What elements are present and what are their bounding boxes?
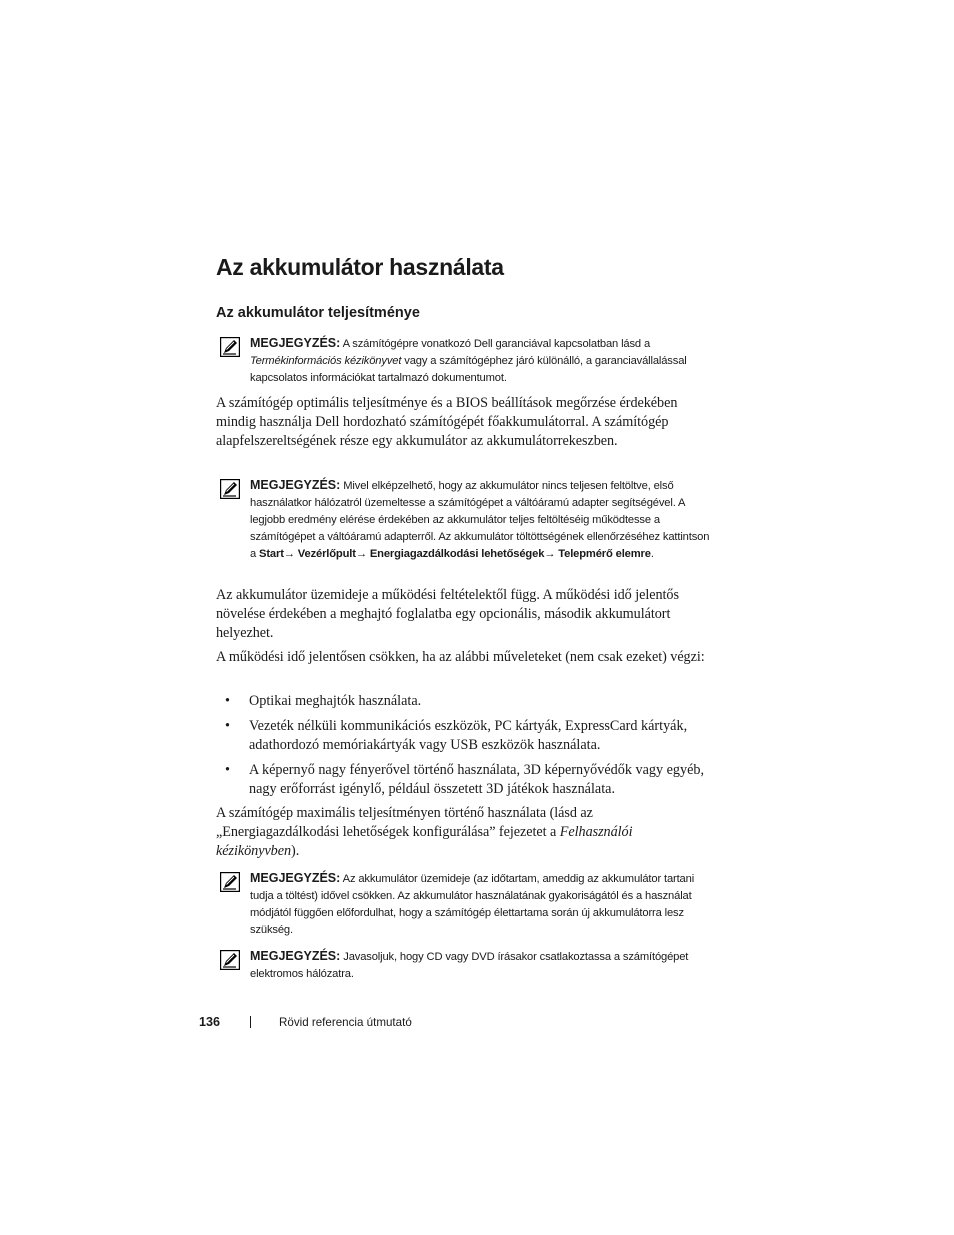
note-text: MEGJEGYZÉS: Az akkumulátor üzemideje (az időtartam, ameddig az akkumulátor tartani tudja a töltést) idővel csökken. Az akkumulátor használatának gyakoriságától és a használat módjától függően előfordulhat, hogy a számítógép élettartama során új akkumulátorra lesz szükség. xyxy=(250,871,695,937)
note-text: MEGJEGYZÉS: A számítógépre vonatkozó Dell garanciával kapcsolatban lásd a Termékinformációs kézikönyvet vagy a számítógéphez járó különálló, a garanciavállalással kapcsolatos információkat tartalmazó dokumentumot. xyxy=(250,336,687,385)
footer-divider xyxy=(250,1016,251,1028)
menu-path-power-options: Energiagazdálkodási lehetőségek xyxy=(369,548,545,561)
page-number: 136 xyxy=(199,1015,221,1029)
menu-path-control-panel: Vezérlőpult xyxy=(297,548,356,561)
document-title: Rövid referencia útmutató xyxy=(279,1016,412,1029)
note-pencil-icon xyxy=(220,950,240,970)
page-title: Az akkumulátor használata xyxy=(216,254,504,280)
note-text: MEGJEGYZÉS: Mivel elképzelhető, hogy az akkumulátor nincs teljesen feltöltve, első használatkor hálózatról üzemeltesse a számítógépet a váltóáramú adapter segítségével. A legjobb eredmény elérése érdekében az akkumulátor teljes feltöltéséig működtesse a számítógépet a váltóáramú adapterről. Az akkumulátor töltöttségének ellenőrzéséhez kattintson a Start→ Vezérlőpult→ Energiagazdálkodási lehetőségek→ Telepmérő elemre. xyxy=(250,478,710,561)
note-pencil-icon xyxy=(220,872,240,892)
bullet-marker: • xyxy=(225,718,230,734)
paragraph-1: A számítógép optimális teljesítménye és a BIOS beállítások megőrzése érdekében mindig használja Dell hordozható számítógépét főakkumulátorral. A számítógép alapfelszereltségének része egy akkumulátor az akkumulátorrekeszben. xyxy=(216,395,678,449)
section-title: Az akkumulátor teljesítménye xyxy=(216,305,420,321)
paragraph-4: A számítógép maximális teljesítményen történő használata (lásd az „Energiagazdálkodási lehetőségek konfigurálása” fejezetet a Felhasználói kézikönyvben). xyxy=(216,805,633,859)
paragraph-2: Az akkumulátor üzemideje a működési feltételektől függ. A működési idő jelentős növelése érdekében a meghajtó foglalatba egy opcionális, második akkumulátort helyezhet. xyxy=(216,587,679,641)
note-label: MEGJEGYZÉS: xyxy=(250,949,341,963)
paragraph-3: A működési idő jelentősen csökken, ha az alábbi műveleteket (nem csak ezeket) végzi: xyxy=(216,649,705,665)
menu-path-start: Start xyxy=(259,548,284,561)
bullet-marker: • xyxy=(225,693,230,709)
note-label: MEGJEGYZÉS: xyxy=(250,478,341,492)
note-text: MEGJEGYZÉS: Javasoljuk, hogy CD vagy DVD írásakor csatlakoztassa a számítógépet elektromos hálózatra. xyxy=(250,949,689,981)
note-label: MEGJEGYZÉS: xyxy=(250,336,341,350)
menu-path-battery-meter: Telepmérő elemre xyxy=(558,548,651,561)
list-item: • A képernyő nagy fényerővel történő használata, 3D képernyővédők vagy egyéb, nagy erőforrást igénylő, például összetett 3D játékok használata. xyxy=(225,762,705,797)
bullet-marker: • xyxy=(225,762,230,778)
note-pencil-icon xyxy=(220,337,240,357)
list-item: • Vezeték nélküli kommunikációs eszközök, PC kártyák, ExpressCard kártyák, adathordozó memóriakártyák vagy USB eszközök használata. xyxy=(225,718,688,753)
note-4 xyxy=(216,948,716,983)
note-3 xyxy=(216,870,716,939)
page-footer xyxy=(199,1015,412,1029)
note-label: MEGJEGYZÉS: xyxy=(250,871,341,885)
note-pencil-icon xyxy=(220,479,240,499)
note-2 xyxy=(216,477,716,563)
list-item: • Optikai meghajtók használata. xyxy=(225,693,422,709)
note-1 xyxy=(216,335,716,387)
